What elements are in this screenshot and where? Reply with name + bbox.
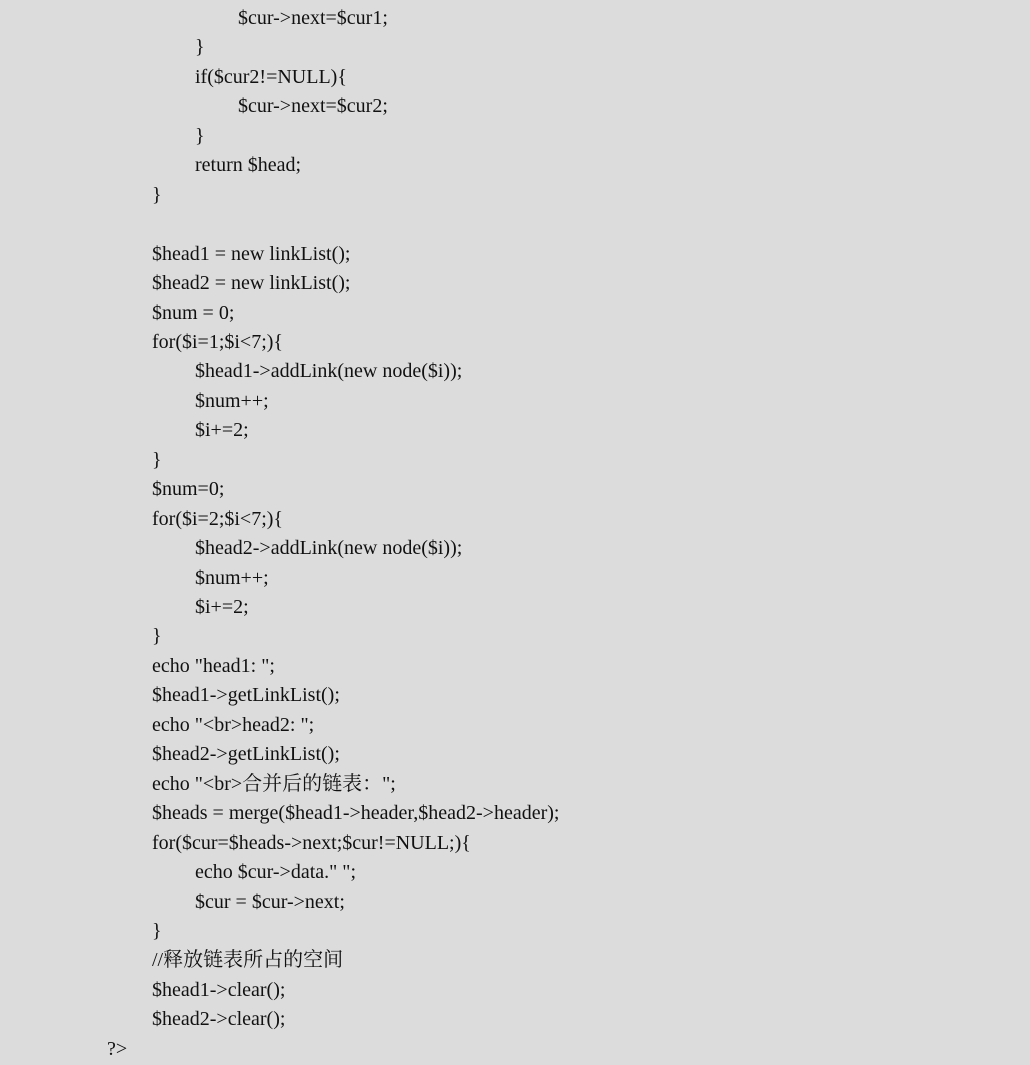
code-line: $num++;	[195, 389, 269, 412]
code-line: }	[195, 36, 205, 59]
code-line: $head2 = new linkList();	[152, 272, 351, 295]
code-line: for($i=1;$i<7;){	[152, 330, 284, 353]
code-line: }	[152, 448, 162, 471]
code-line: }	[152, 625, 162, 648]
code-line: $num = 0;	[152, 301, 235, 324]
code-line: $head1 = new linkList();	[152, 242, 351, 265]
code-line: $cur->next=$cur1;	[238, 7, 388, 29]
code-line: for($i=2;$i<7;){	[152, 507, 284, 530]
code-line: echo "<br>合并后的链表：";	[152, 772, 396, 795]
code-line: $cur = $cur->next;	[195, 890, 345, 913]
code-line: $head1->clear();	[152, 978, 286, 1001]
code-line: $i+=2;	[195, 596, 249, 618]
code-line: $head2->clear();	[152, 1008, 286, 1031]
code-line: echo "<br>head2: ";	[152, 713, 315, 736]
code-line: }	[152, 919, 162, 942]
code-line: $heads = merge($head1->header,$head2->header);	[152, 802, 560, 825]
code-line: return $head;	[195, 154, 302, 177]
code-line: echo "head1: ";	[152, 654, 275, 677]
code-line: $head1->getLinkList();	[152, 684, 340, 707]
code-line: $head1->addLink(new node($i));	[195, 360, 463, 383]
code-line: $num=0;	[152, 478, 225, 501]
code-line: ?>	[107, 1037, 128, 1060]
code-line: }	[152, 183, 162, 206]
code-line: $num++;	[195, 566, 269, 589]
code-line: if($cur2!=NULL){	[195, 65, 347, 88]
code-line: $head2->getLinkList();	[152, 743, 340, 766]
code-line: //释放链表所占的空间	[152, 949, 344, 972]
code-line: }	[195, 124, 205, 147]
code-line: $cur->next=$cur2;	[238, 95, 388, 118]
code-line: for($cur=$heads->next;$cur!=NULL;){	[152, 831, 471, 854]
code-line: $i+=2;	[195, 419, 249, 442]
code-line: echo $cur->data." ";	[195, 861, 357, 884]
code-line: $head2->addLink(new node($i));	[195, 537, 463, 560]
